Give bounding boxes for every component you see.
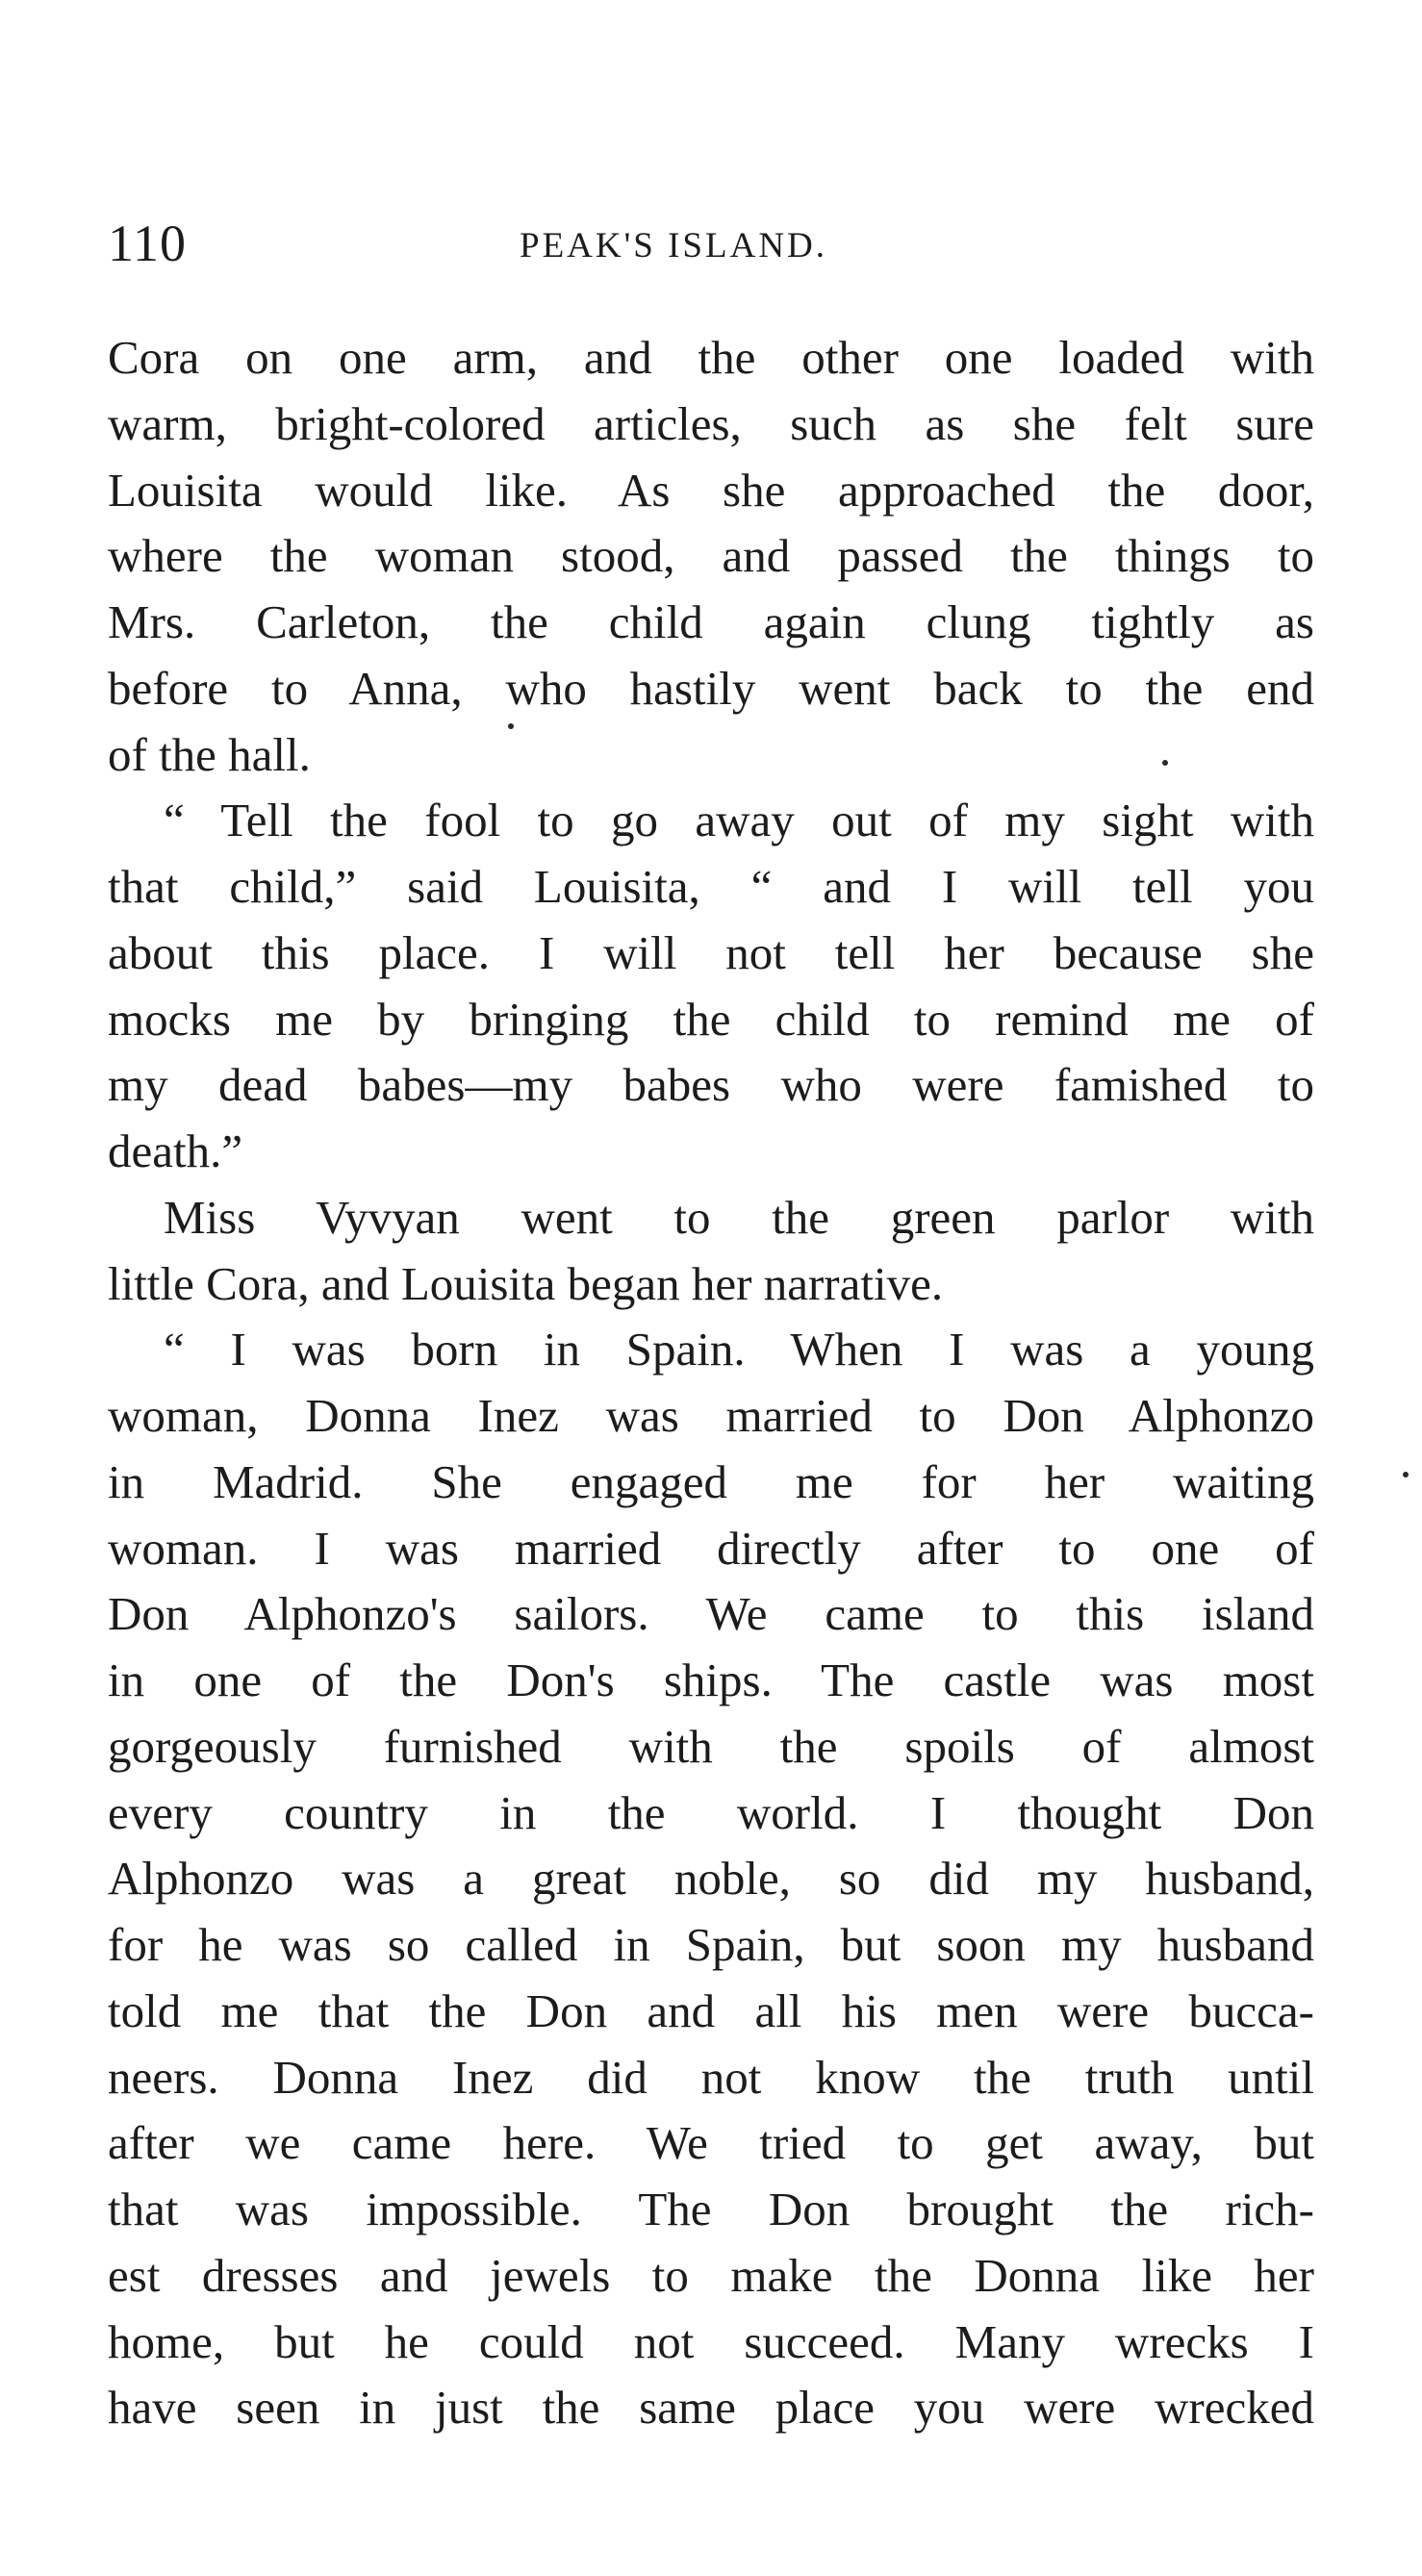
text-line: of the hall.	[108, 727, 311, 781]
text-line: woman. I was married directly after to one of	[108, 1521, 1314, 1575]
text-line: gorgeously furnished with the spoils of almost	[108, 1719, 1314, 1773]
print-speck	[1162, 760, 1168, 766]
text-line: every country in the world. I thought Don	[108, 1785, 1314, 1839]
page-number: 110	[108, 215, 187, 272]
text-line: in Madrid. She engaged me for her waiting	[108, 1454, 1314, 1508]
text-line: that child,” said Louisita, “ and I will tell you	[108, 860, 1314, 913]
text-line: about this place. I will not tell her because she	[108, 925, 1314, 979]
print-speck	[1403, 1472, 1409, 1477]
page-header	[108, 214, 1314, 281]
running-title: PEAK'S ISLAND.	[520, 226, 828, 265]
text-line: for he was so called in Spain, but soon my husband	[108, 1918, 1314, 1971]
text-line: have seen in just the same place you were wrecked	[108, 2381, 1314, 2435]
text-line: in one of the Don's ships. The castle was most	[108, 1654, 1314, 1706]
text-line: est dresses and jewels to make the Donna like her	[108, 2248, 1314, 2302]
text-line: home, but he could not succeed. Many wrecks I	[108, 2314, 1314, 2368]
text-line: woman, Donna Inez was married to Don Alphonzo	[108, 1389, 1314, 1442]
text-line: that was impossible. The Don brought the rich-	[108, 2183, 1314, 2235]
text-line: neers. Donna Inez did not know the truth until	[108, 2050, 1314, 2104]
text-line: death.”	[108, 1124, 243, 1177]
print-speck	[508, 723, 514, 729]
text-line: Louisita would like. As she approached the door,	[108, 463, 1314, 517]
text-line: before to Anna, who hastily went back to the end	[108, 661, 1314, 715]
text-line: where the woman stood, and passed the things to	[108, 529, 1314, 583]
body-text	[108, 325, 1314, 2441]
text-line: Don Alphonzo's sailors. We came to this island	[108, 1587, 1314, 1641]
text-line: “ I was born in Spain. When I was a young	[164, 1323, 1314, 1376]
text-line: my dead babes—my babes who were famished to	[108, 1058, 1314, 1112]
text-line: mocks me by bringing the child to remind me of	[108, 992, 1314, 1046]
text-line: warm, bright-colored articles, such as she felt sure	[108, 396, 1314, 450]
text-line: Mrs. Carleton, the child again clung tightly as	[108, 595, 1314, 648]
text-line: Cora on one arm, and the other one loaded with	[108, 331, 1314, 384]
text-line: after we came here. We tried to get away, but	[108, 2116, 1314, 2170]
text-line: Alphonzo was a great noble, so did my husband,	[108, 1852, 1314, 1906]
text-line: “ Tell the fool to go away out of my sight with	[164, 794, 1314, 847]
text-line: told me that the Don and all his men were bucca-	[108, 1983, 1314, 2037]
text-line: little Cora, and Louisita began her narrative.	[108, 1256, 944, 1310]
text-line: Miss Vyvyan went to the green parlor with	[164, 1190, 1314, 1244]
